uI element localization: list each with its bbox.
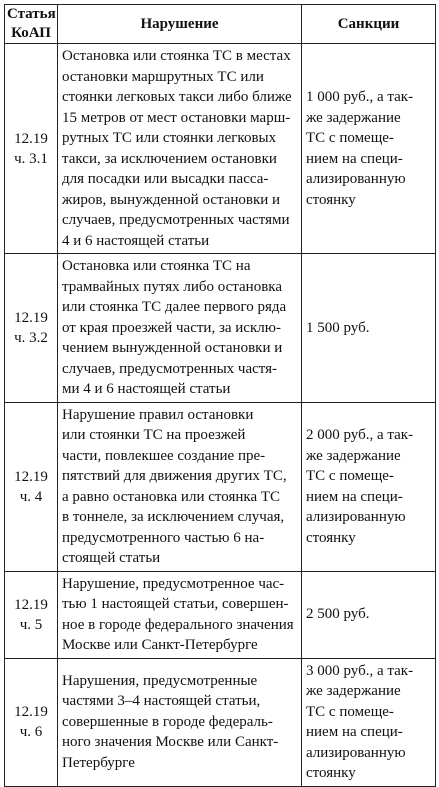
sanctions-text — [302, 571, 436, 658]
header-violation: Нарушение — [58, 5, 302, 44]
violation-text — [58, 254, 302, 403]
violation-line: или стоянка ТС далее первого ряда — [62, 299, 287, 315]
header-row — [5, 5, 436, 44]
violation-line: части, повлекшее создание пре- — [62, 447, 266, 464]
violation-line: ное в городе федерального значения — [62, 616, 294, 633]
document-page — [4, 4, 435, 787]
violation-text — [58, 658, 302, 786]
violation-line: случаев, предусмотренных частя- — [62, 360, 278, 377]
violation-line: пятствий для движения других ТС, — [62, 468, 287, 484]
sanctions-text — [302, 44, 436, 254]
article-code — [5, 571, 58, 658]
violation-line: 4 и 6 настоящей статьи — [62, 232, 210, 249]
table-row — [5, 571, 436, 658]
sanctions-line: 3 000 руб., а так- — [306, 662, 414, 679]
table-row — [5, 254, 436, 403]
violation-line: Остановка или стоянка ТС в местах — [62, 48, 291, 64]
violation-line: Нарушение правил остановки — [62, 406, 254, 423]
violation-line: трамвайных путях либо остановка — [62, 278, 282, 295]
violation-line: жиров, вынужденной остановки и — [62, 191, 281, 208]
fines-table — [4, 4, 436, 787]
article-number: 12.19 — [14, 596, 48, 613]
violation-line: ного значения Москве или Санкт- — [62, 734, 279, 751]
violation-line: Петербурге — [62, 754, 135, 771]
sanctions-text — [302, 658, 436, 786]
sanctions-line: же задержание — [306, 683, 401, 699]
sanctions-line: 1 000 руб., а так- — [306, 89, 414, 105]
article-code — [5, 402, 58, 571]
table-row — [5, 44, 436, 254]
sanctions-line: ТС с помеще- — [306, 703, 394, 720]
violation-line: ми 4 и 6 настоящей статьи — [62, 381, 231, 397]
header-article-line: Статья — [7, 6, 56, 22]
violation-line: Нарушения, предусмотренные — [62, 672, 258, 689]
table-body — [5, 44, 436, 787]
violation-text — [58, 44, 302, 254]
article-number: 12.19 — [14, 704, 48, 720]
violation-line: стоящей статьи — [62, 550, 161, 566]
sanctions-text — [302, 254, 436, 403]
violation-line: в тоннеле, за исключением случая, — [62, 509, 285, 525]
sanctions-line: стоянку — [306, 191, 356, 208]
article-code — [5, 254, 58, 403]
violation-line: Остановка или стоянка ТС на — [62, 258, 251, 274]
article-number: 12.19 — [14, 468, 48, 485]
sanctions-line: же задержание — [306, 447, 401, 464]
violation-line: от края проезжей части, за исклю- — [62, 319, 281, 336]
violation-line: Москве или Санкт-Петербурге — [62, 637, 258, 653]
sanctions-line: ТС с помеще- — [306, 130, 394, 146]
violation-line: рутных ТС или стоянки легковых — [62, 130, 277, 146]
article-code — [5, 44, 58, 254]
violation-line: случаев, предусмотренных частями — [62, 212, 290, 228]
table-row — [5, 402, 436, 571]
violation-line: совершенные в городе федераль- — [62, 713, 273, 730]
violation-line: предусмотренного частью 6 на- — [62, 529, 265, 546]
header-article-line: КоАП — [11, 25, 51, 41]
violation-line: такси, за исключением остановки — [62, 150, 277, 167]
sanctions-line: ализированную — [306, 171, 406, 187]
article-part: ч. 3.2 — [14, 329, 48, 346]
sanctions-line: 1 500 руб. — [306, 319, 370, 336]
violation-line: частями 3–4 настоящей статьи, — [62, 693, 261, 710]
sanctions-line: нием на специ- — [306, 488, 403, 505]
sanctions-line: 2 500 руб. — [306, 606, 370, 623]
violation-line: 15 метров от мест остановки марш- — [62, 109, 291, 126]
sanctions-line: нием на специ- — [306, 150, 403, 167]
article-code — [5, 658, 58, 786]
table-header — [5, 5, 436, 44]
violation-line: тью 1 настоящей статьи, совершен- — [62, 596, 289, 612]
sanctions-line: нием на специ- — [306, 724, 403, 740]
sanctions-line: 2 000 руб., а так- — [306, 427, 414, 443]
sanctions-line: ализированную — [306, 744, 406, 761]
violation-line: остановки маршрутных ТС или — [62, 68, 264, 85]
violation-line: или стоянки ТС на проезжей — [62, 427, 246, 443]
sanctions-line: стоянку — [306, 529, 356, 546]
violation-line: для посадки или высадки пасса- — [62, 171, 269, 187]
violation-line: чением вынужденной остановки и — [62, 340, 283, 356]
violation-line: стоянки легковых такси либо ближе — [62, 89, 292, 105]
article-part: ч. 5 — [19, 616, 43, 633]
sanctions-line: ТС с помеще- — [306, 468, 394, 484]
article-part: ч. 3.1 — [14, 150, 48, 167]
violation-text — [58, 402, 302, 571]
article-number: 12.19 — [14, 309, 48, 326]
header-article — [5, 5, 58, 44]
sanctions-line: ализированную — [306, 509, 406, 525]
table-row — [5, 658, 436, 786]
article-part: ч. 6 — [19, 724, 43, 740]
sanctions-text — [302, 402, 436, 571]
sanctions-line: же задержание — [306, 109, 401, 126]
header-sanctions: Санкции — [302, 5, 436, 44]
sanctions-line: стоянку — [306, 765, 356, 781]
violation-line: Нарушение, предусмотренное час- — [62, 575, 285, 592]
violation-line: а равно остановка или стоянка ТС — [62, 488, 281, 505]
article-part: ч. 4 — [19, 488, 43, 505]
violation-text — [58, 571, 302, 658]
article-number: 12.19 — [14, 130, 48, 147]
